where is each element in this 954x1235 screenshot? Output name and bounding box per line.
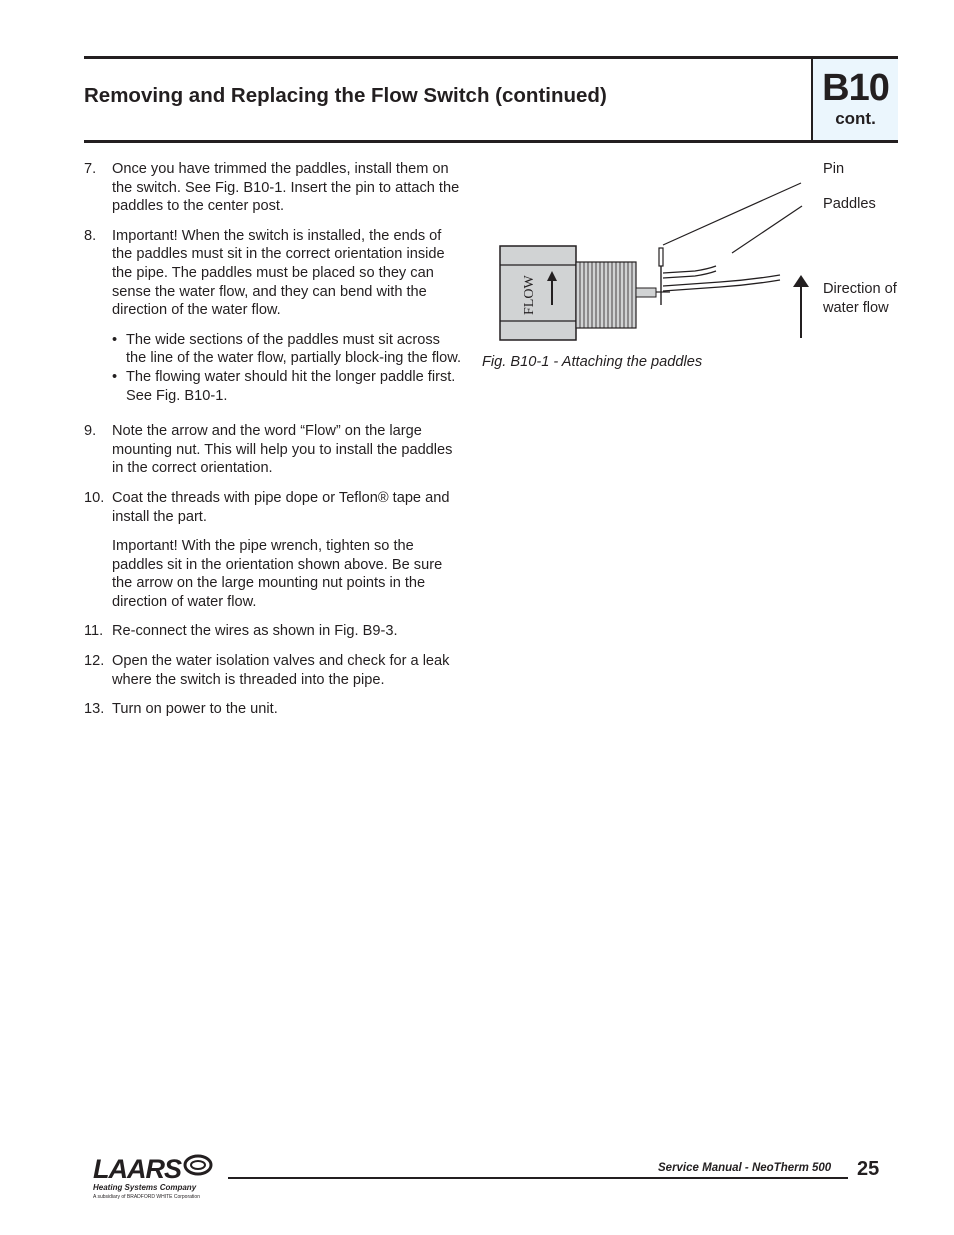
bullet-dot: • bbox=[112, 331, 118, 348]
step-number: 10. bbox=[84, 489, 105, 506]
flow-switch-figure bbox=[480, 155, 920, 385]
step-number: 7. bbox=[84, 161, 97, 177]
pin-label: Pin bbox=[823, 161, 845, 177]
figure-caption: Fig. B10-1 - Attaching the paddles bbox=[482, 354, 703, 370]
step-text: Re-connect the wires as shown in Fig. B9-3. bbox=[112, 623, 398, 640]
step-number: 12. bbox=[84, 653, 105, 670]
flow-switch-drawing bbox=[480, 155, 920, 385]
page-number: 25 bbox=[857, 1158, 880, 1180]
laars-logo bbox=[88, 1150, 218, 1200]
header-top-rule bbox=[84, 56, 898, 59]
section-continued-label: cont. bbox=[835, 109, 876, 128]
step-note: Important! With the pipe wrench, tighten so the paddles sit in the orientation shown above. Be sure the arrow on the large mounting nut points in the direction of water flow. bbox=[112, 538, 443, 610]
step-item bbox=[84, 489, 464, 612]
bullet-item bbox=[112, 331, 464, 368]
page-title: Removing and Replacing the Flow Switch (continued) bbox=[84, 84, 607, 107]
steps-column bbox=[84, 160, 464, 730]
step-item bbox=[84, 227, 464, 405]
step-text: Coat the threads with pipe dope or Teflon® tape and install the part. bbox=[112, 489, 450, 525]
step-number: 11. bbox=[84, 623, 104, 640]
step-number: 9. bbox=[84, 423, 97, 440]
step-item bbox=[84, 700, 464, 719]
svg-text:LAARS: LAARS bbox=[93, 1154, 181, 1184]
manual-name: Service Manual - NeoTherm 500 bbox=[658, 1162, 832, 1174]
step-item bbox=[84, 160, 464, 216]
step-number: 13. bbox=[84, 701, 105, 718]
step-text: Once you have trimmed the paddles, install them on the switch. See Fig. B10-1. Insert the pin to attach the paddles to the center post. bbox=[112, 161, 460, 215]
svg-text:Heating Systems Company: Heating Systems Company bbox=[93, 1183, 197, 1192]
step-text: Open the water isolation valves and check for a leak where the switch is threaded into the pipe. bbox=[112, 653, 450, 688]
footer-rule bbox=[228, 1177, 848, 1179]
step-number: 8. bbox=[84, 227, 97, 244]
bullet-text: The wide sections of the paddles must sit across the line of the water flow, partially block-ing the flow. bbox=[126, 331, 462, 367]
paddles-leader bbox=[732, 206, 802, 253]
mounting-nut bbox=[500, 246, 576, 340]
bullet-text: The flowing water should hit the longer paddle first. See Fig. B10-1. bbox=[126, 368, 456, 404]
step-text: Important! When the switch is installed, the ends of the paddles must sit in the correct orientation inside the pipe. The paddles must be placed so they can sense the water flow, and they can bend with the direction of the water flow. bbox=[112, 227, 445, 319]
switch-threads bbox=[576, 262, 636, 328]
pin-leader bbox=[663, 183, 801, 245]
pin bbox=[659, 248, 663, 266]
bullet-dot: • bbox=[112, 368, 118, 385]
step-text: Note the arrow and the word “Flow” on the large mounting nut. This will help you to install the paddles in the correct orientation. bbox=[112, 423, 453, 477]
section-tab bbox=[811, 59, 898, 140]
bullet-item bbox=[112, 368, 464, 405]
center-post bbox=[636, 288, 656, 297]
laars-rings-icon bbox=[185, 1156, 211, 1174]
direction-label: Direction of water flow bbox=[823, 281, 897, 316]
paddles-label: Paddles bbox=[823, 196, 876, 212]
svg-text:A subsidiary of BRADFORD WHITE: A subsidiary of BRADFORD WHITE Corporation bbox=[93, 1194, 200, 1200]
header-bottom-rule bbox=[84, 140, 898, 143]
step-item bbox=[84, 422, 464, 478]
flow-direction-arrow-icon bbox=[793, 275, 809, 338]
nut-flow-text: FLOW bbox=[522, 275, 537, 315]
step-item bbox=[84, 622, 464, 641]
step-bullets bbox=[112, 331, 464, 405]
step-text: Turn on power to the unit. bbox=[112, 701, 278, 718]
step-item bbox=[84, 652, 464, 689]
section-code: B10 bbox=[822, 67, 889, 109]
laars-logo-mark bbox=[88, 1150, 218, 1200]
paddles bbox=[663, 266, 780, 291]
